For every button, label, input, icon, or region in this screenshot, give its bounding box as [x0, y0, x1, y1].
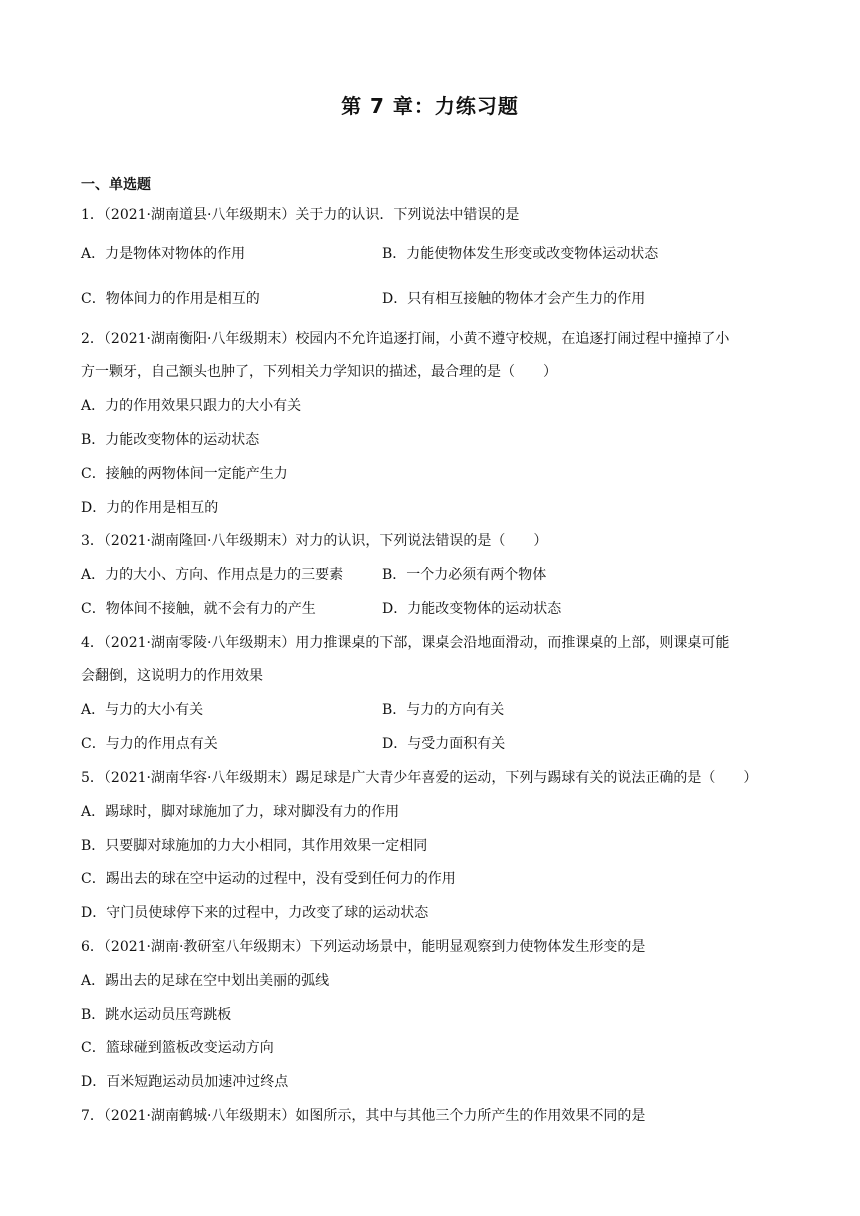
- question-4-option-d: D．与受力面积有关: [382, 736, 506, 752]
- question-2-option-c: C．接触的两物体间一定能产生力: [81, 466, 288, 482]
- question-6-option-d: D．百米短跑运动员加速冲过终点: [81, 1074, 289, 1090]
- question-1-option-a: A．力是物体对物体的作用: [81, 246, 246, 262]
- question-4-option-a: A．与力的大小有关: [81, 702, 204, 718]
- question-6-option-b: B．跳水运动员压弯跳板: [81, 1007, 232, 1023]
- question-1-option-c: C．物体间力的作用是相互的: [81, 291, 260, 307]
- question-5-option-d: D．守门员使球停下来的过程中，力改变了球的运动状态: [81, 905, 429, 921]
- question-3-option-d: D．力能改变物体的运动状态: [382, 601, 562, 617]
- question-3-stem: 3．（2021·湖南隆回·八年级期末）对力的认识，下列说法错误的是（ ）: [81, 533, 548, 549]
- question-1-stem: 1．（2021·湖南道县·八年级期末）关于力的认识．下列说法中错误的是: [81, 207, 520, 223]
- question-6-stem: 6．（2021·湖南·教研室八年级期末）下列运动场景中，能明显观察到力使物体发生形变的是: [81, 939, 646, 955]
- page-title: 第 7 章：力练习题: [341, 94, 519, 118]
- question-3-option-a: A．力的大小、方向、作用点是力的三要素: [81, 567, 344, 583]
- question-4-option-b: B．与力的方向有关: [382, 702, 505, 718]
- question-6-option-c: C．篮球碰到篮板改变运动方向: [81, 1040, 274, 1056]
- question-2-option-d: D．力的作用是相互的: [81, 500, 219, 516]
- question-4-option-c: C．与力的作用点有关: [81, 736, 218, 752]
- question-7-stem: 7．（2021·湖南鹤城·八年级期末）如图所示，其中与其他三个力所产生的作用效果不同的是: [81, 1108, 646, 1124]
- question-6-option-a: A．踢出去的足球在空中划出美丽的弧线: [81, 973, 330, 989]
- question-1-option-b: B．力能使物体发生形变或改变物体运动状态: [382, 246, 659, 262]
- question-3-option-c: C．物体间不接触，就不会有力的产生: [81, 601, 316, 617]
- question-5-option-b: B．只要脚对球施加的力大小相同，其作用效果一定相同: [81, 838, 428, 854]
- question-2-option-a: A．力的作用效果只跟力的大小有关: [81, 398, 302, 414]
- section-heading: 一、单选题: [81, 177, 151, 193]
- question-5-option-c: C．踢出去的球在空中运动的过程中，没有受到任何力的作用: [81, 871, 456, 887]
- question-4-stem-line-2: 会翻倒，这说明力的作用效果: [81, 668, 263, 684]
- question-2-stem-line-2: 方一颗牙，自己额头也肿了，下列相关力学知识的描述，最合理的是（ ）: [81, 364, 557, 380]
- question-2-option-b: B．力能改变物体的运动状态: [81, 432, 260, 448]
- question-4-stem-line-1: 4．（2021·湖南零陵·八年级期末）用力推课桌的下部，课桌会沿地面滑动，而推课桌的上部，则课桌可能: [81, 635, 730, 651]
- question-3-option-b: B．一个力必须有两个物体: [382, 567, 547, 583]
- question-5-stem: 5．（2021·湖南华容·八年级期末）踢足球是广大青少年喜爱的运动，下列与踢球有关的说法正确的是（ ）: [81, 770, 758, 786]
- question-1-option-d: D．只有相互接触的物体才会产生力的作用: [382, 291, 646, 307]
- question-5-option-a: A．踢球时，脚对球施加了力，球对脚没有力的作用: [81, 804, 400, 820]
- question-2-stem-line-1: 2．（2021·湖南衡阳·八年级期末）校园内不允许追逐打闹，小黄不遵守校规，在追逐打闹过程中撞掉了小: [81, 331, 730, 347]
